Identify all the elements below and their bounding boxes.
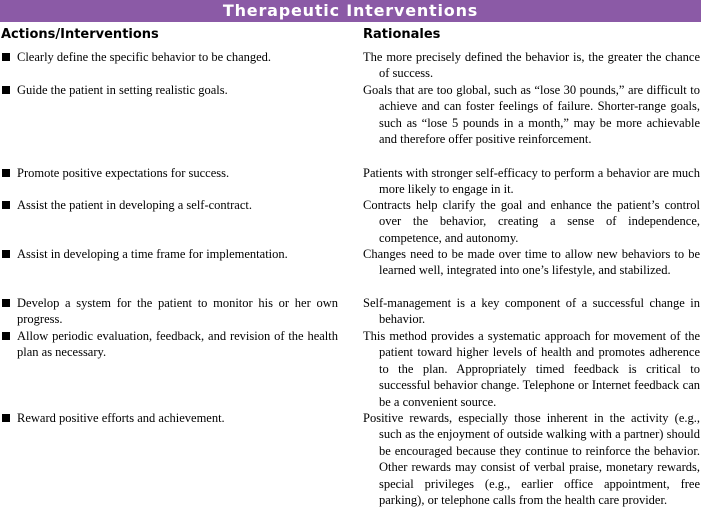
rationale-text: Positive rewards, especially those inherent in the activity (e.g., such as the enjoyment of outside walking with a partner) should be encouraged because they continue to reinforce the behavior. Other rewards may consist of verbal praise, monetary rewards, special privileges (e.g., earlier office appointment, free parking), or telephone calls from the health care provider. (363, 411, 700, 508)
rationale-text: Goals that are too global, such as “lose 30 pounds,” are difficult to achieve and can foster feelings of failure. Shorter-range goals, such as “lose 5 pounds in a month,” may be more achievable and therefore offer positive reinforcement. (363, 83, 700, 147)
square-bullet-icon (2, 250, 10, 258)
square-bullet-icon (2, 414, 10, 422)
rationale-text: Self-management is a key component of a successful change in behavior. (363, 296, 700, 327)
action-text: Assist the patient in developing a self-contract. (17, 198, 253, 212)
table-title: Therapeutic Interventions (0, 0, 701, 22)
square-bullet-icon (2, 201, 10, 209)
action-text: Reward positive efforts and achievement. (17, 411, 225, 425)
action-text: Assist in developing a time frame for implementation. (17, 247, 288, 261)
action-text: Develop a system for the patient to monitor his or her own progress. (17, 296, 338, 327)
rationales-column-header: Rationales (363, 27, 441, 42)
square-bullet-icon (2, 53, 10, 61)
square-bullet-icon (2, 332, 10, 340)
actions-column-header: Actions/Interventions (1, 27, 159, 42)
square-bullet-icon (2, 86, 10, 94)
rationale-text: Changes need to be made over time to allow new behaviors to be learned well, integrated into one’s lifestyle, and stabilized. (363, 247, 700, 278)
rationale-text: This method provides a systematic approach for movement of the patient toward higher levels of health and promotes adherence to the plan. Appropriately timed feedback is critical to successful behavior change. Telephone or Internet feedback can be a convenient source. (363, 329, 700, 409)
rationale-text: The more precisely defined the behavior is, the greater the chance of success. (363, 50, 700, 81)
rationale-text: Patients with stronger self-efficacy to perform a behavior are much more likely to engage in it. (363, 166, 700, 197)
rationale-text: Contracts help clarify the goal and enhance the patient’s control over the behavior, creating a sense of independence, competence, and autonomy. (363, 198, 700, 245)
action-text: Guide the patient in setting realistic goals. (17, 83, 228, 97)
action-text: Clearly define the specific behavior to be changed. (17, 50, 272, 64)
action-text: Allow periodic evaluation, feedback, and revision of the health plan as necessary. (17, 329, 338, 360)
action-text: Promote positive expectations for success. (17, 166, 230, 180)
square-bullet-icon (2, 299, 10, 307)
square-bullet-icon (2, 169, 10, 177)
